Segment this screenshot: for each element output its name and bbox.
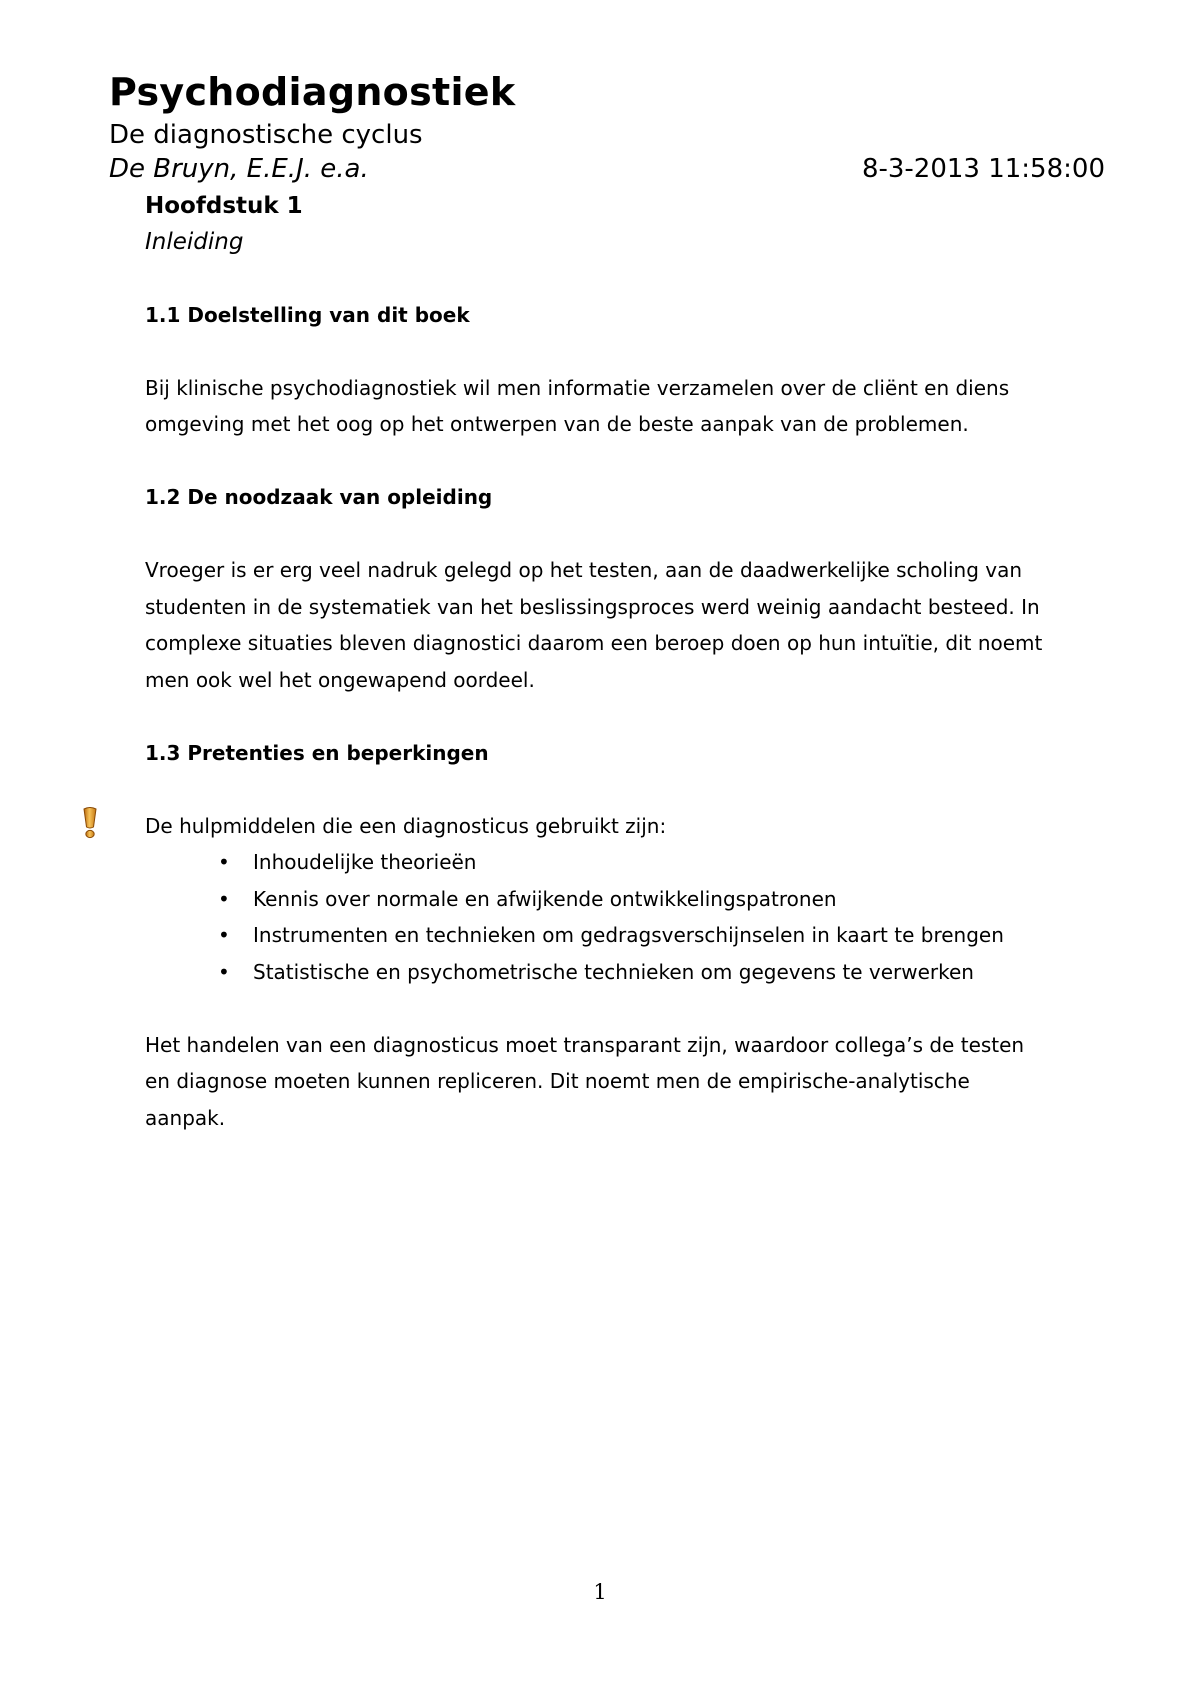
list-item-text: Statistische en psychometrische technieken om gegevens te verwerken bbox=[253, 959, 974, 984]
paragraph-line: men ook wel het ongewapend oordeel. bbox=[145, 667, 535, 692]
paragraph-line: Vroeger is er erg veel nadruk gelegd op het testen, aan de daadwerkelijke scholing van bbox=[145, 558, 1023, 582]
document-title: Psychodiagnostiek bbox=[109, 70, 516, 114]
bullet-marker: • bbox=[218, 850, 230, 874]
paragraph-line: Het handelen van een diagnosticus moet transparant zijn, waardoor collega’s de testen bbox=[145, 1032, 1025, 1057]
page-number: 1 bbox=[593, 1580, 607, 1604]
paragraph-line: studenten in de systematiek van het beslissingsproces werd weinig aandacht besteed. In bbox=[145, 594, 1040, 619]
bullet-marker: • bbox=[218, 886, 230, 911]
section-heading: 1.1 Doelstelling van dit boek bbox=[145, 302, 470, 327]
paragraph-line: aanpak. bbox=[145, 1105, 226, 1130]
bullet-list bbox=[145, 844, 1080, 990]
document-author: De Bruyn, E.E.J. e.a. bbox=[109, 154, 369, 184]
list-item-text: Inhoudelijke theorieën bbox=[253, 850, 477, 874]
paragraph-line: Bij klinische psychodiagnostiek wil men informatie verzamelen over de cliënt en diens bbox=[145, 375, 1010, 400]
list-item bbox=[145, 917, 1080, 954]
section-heading: 1.2 De noodzaak van opleiding bbox=[145, 485, 493, 509]
paragraph-line: De hulpmiddelen die een diagnosticus gebruikt zijn: bbox=[145, 813, 667, 838]
paragraph-line: complexe situaties bleven diagnostici daarom een beroep doen op hun intuïtie, dit noemt bbox=[145, 631, 1043, 655]
chapter-number: Hoofdstuk 1 bbox=[145, 193, 303, 219]
chapter-title: Inleiding bbox=[145, 229, 244, 255]
exclamation-icon bbox=[80, 807, 100, 839]
bullet-marker: • bbox=[218, 959, 230, 984]
document-subtitle: De diagnostische cyclus bbox=[109, 120, 423, 150]
list-item-text: Instrumenten en technieken om gedragsverschijnselen in kaart te brengen bbox=[253, 923, 1004, 947]
list-item bbox=[145, 844, 1080, 881]
document-datetime: 8-3-2013 11:58:00 bbox=[861, 154, 1105, 184]
list-item-text: Kennis over normale en afwijkende ontwikkelingspatronen bbox=[253, 886, 837, 911]
document-body bbox=[145, 188, 1080, 1136]
section-heading: 1.3 Pretenties en beperkingen bbox=[145, 740, 489, 765]
paragraph-line: omgeving met het oog op het ontwerpen van de beste aanpak van de problemen. bbox=[145, 412, 969, 436]
list-item bbox=[145, 954, 1080, 991]
bullet-marker: • bbox=[218, 923, 230, 947]
paragraph-line: en diagnose moeten kunnen repliceren. Dit noemt men de empirische-analytische bbox=[145, 1069, 970, 1093]
list-item bbox=[145, 881, 1080, 918]
